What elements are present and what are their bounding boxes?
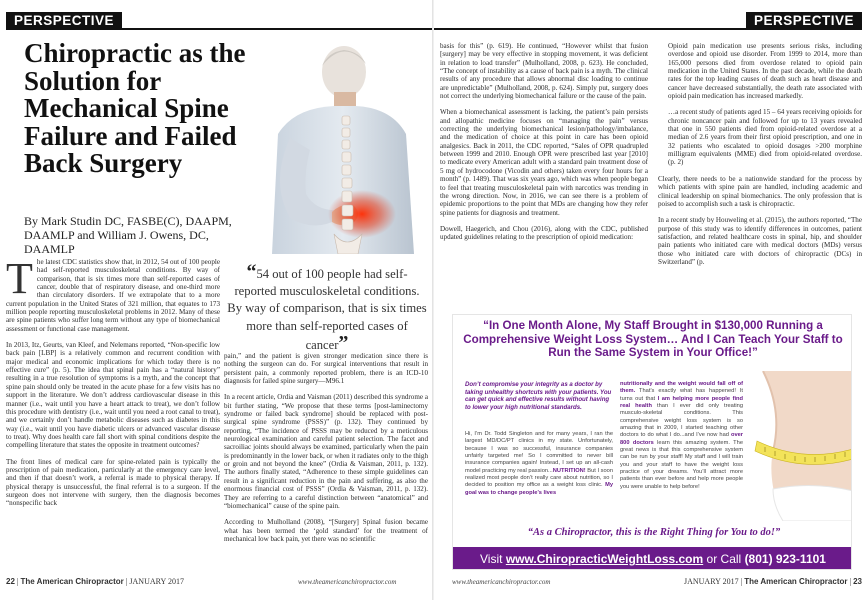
open-quote-icon: “ — [246, 261, 257, 283]
intro-paragraph: The latest CDC statistics show that, in 2012, 54 out of 100 people had self-reported musculoskeletal conditions. By way of comparison, that is six times more than self-reported cases of cancer, double that of respiratory disease, and one-third more than circulatory disorders. If we extrapolate that to a more current population in the United States of 321 million, that equates to 173 million people reporting musculoskeletal problems in 2012. Many of these are spine patients who suffer long term without any type of biomechanical assessment or functional case management. — [6, 258, 220, 333]
ad-headline: “In One Month Alone, My Staff Brought in $130,000 Running a Comprehensive Weight Loss System… And I Can Teach Your Staff to Run the Same System in Your Office!” — [463, 319, 843, 360]
paragraph: The front lines of medical care for spine-related pain is typically the prescription of pain medication, particularly at the emergency care level, and then if that doesn’t work, a referral is made to physical therapy. If physical therapy is unsuccessful, the final referral is to a surgeon. If the surgeon does not intervene with surgery, then the diagnosis becomes “nonspecific back — [6, 457, 220, 508]
weight-loss-advertisement[interactable] — [452, 314, 852, 570]
paragraph: Dowell, Haegerich, and Chou (2016), along with the CDC, published updated guidelines relating to the prescription of opioid medication: — [440, 224, 648, 242]
left-column-1 — [6, 258, 220, 570]
section-rule — [434, 28, 862, 30]
issue-date: JANUARY 2017 — [129, 577, 185, 586]
paragraph: According to Mulholland (2008), “[Surgery] Spinal fusion became what has been termed the ‘gold standard’ for the treatment of mechanical low back pain, yet there was no scientific — [224, 518, 428, 543]
block-quote: …a recent study of patients aged 15 – 64 years receiving opioids for chronic noncancer pain and followed for up to 13 years revealed that one in 550 patients died from opioid-related overdose at a median of 2.6 years from their first opioid prescription, and one in 32 patients who escalated to opioid dosages >200 morphine milligram equivalents (MME) died from opioid-related overdose. (p. 2) — [668, 108, 862, 167]
right-column-1 — [440, 42, 648, 300]
footer-url: www.theamericanchiropractor.com — [298, 578, 397, 586]
right-column-2 — [658, 42, 862, 304]
section-rule — [6, 28, 432, 30]
page-number: 22 — [6, 577, 15, 586]
byline: By Mark Studin DC, FASBE(C), DAAPM, DAAMLP and William J. Owens, DC, DAAMLP — [24, 214, 232, 257]
article-headline: Chiropractic as the Solution for Mechanical Spine Failure and Failed Back Surgery — [24, 38, 246, 178]
paragraph: pain,” and the patient is given stronger medication since there is nothing the surgeon can do. For surgical interventions that result in persistent pain, a commonly reported problem, there is an ICD-10 diagnosis for failed spine surgery—M96.1 — [224, 352, 428, 386]
section-label: PERSPECTIVE — [6, 12, 122, 29]
paragraph: When a biomechanical assessment is lacking, the patient’s pain persists and allopathic medicine focuses on “managing the pain” versus correcting the underlying biomechanical lesion/pathology/imbalance, and the medication of choice at this point in care has been opioid analgesics. Back in 2011, the CDC reported, “Sales of OPR quadrupled between 1999 and 2010. Enough OPR were prescribed last year [2010] to medicate every American adult with a standard pain treatment dose of 5 mg of hydrocodone (Vicodin and others) taken every four hours for a month” (p. 1489). That was six years ago, which was when people began to feel that treating musculoskeletal pain with narcotics was trending in the wrong direction. Now, in 2016, we can see there is a problem of epidemic proportions to the point that MDs are changing how they refer spine patients for diagnosis and treatment. — [440, 108, 648, 217]
magazine-name: The American Chiropractor — [20, 577, 124, 586]
block-quote: Opioid pain medication use presents serious risks, including overdose and opioid use disorder. From 1999 to 2014, more than 165,000 persons died from overdose related to opioid pain medication in the United States. In the past decade, while the death rates for the top leading causes of death such as heart disease and cancer have decreased substantially, the death rate associated with opioid pain medication has increased markedly. — [668, 42, 862, 101]
paragraph: Clearly, there needs to be a nationwide standard for the process by which patients with spine pain are handled, including academic and clinical leadership on spinal biomechanics. The only profession that is poised to accomplish such a task is chiropractic. — [658, 174, 862, 208]
paragraph: In 2013, Itz, Geurts, van Kleef, and Nelemans reported, “Non-specific low back pain [LBP] is a relatively common and recurrent condition with major medical and economic implications for which today there is no effective cure” (p. 5). The idea that spinal pain has a “natural history” resulting in a true resolution of symptoms is a myth, and the concept that spine pain should only be treated in the acute phase for a few visits has no support in the literature. We don’t address cardiovascular disease in this manner (i.e., wait until you have a heart attack to treat), we don’t follow this procedure with dentistry (i.e., wait until you need a root canal to treat), and we certainly don’t handle metabolic diseases such as diabetes in this way (i.e., wait until you have diabetic ulcers or advanced vascular disease to treat). Why does health care fall short with spinal conditions despite the compelling literature that states the opposite in treatment outcomes? — [6, 341, 220, 450]
paragraph: In a recent study by Houweling et al. (2015), the authors reported, “The purpose of this study was to identify differences in outcomes, patient satisfaction, and related healthcare costs in spinal, hip, and shoulder pain patients who initiated care with medical doctors (MDs) versus those who initiated care with doctors of chiropractic (DCs) in Switzerland” (p. — [658, 216, 862, 266]
ad-body-text: Hi, I’m Dr. Todd Singleton and for many years, I ran the largest MD/DC/PT clinics in my state. Unfortunately, because I was so successful, insurance companies unfairly targeted me! So I committed to never bill insurance companies again! Instead, I set up an all-cash model practicing my real passion...NUTRITION! But I soon realized most people don’t really care about nutrition, so I decided to position my office as a weight loss clinic. My goal was to change people’s lives — [465, 431, 613, 496]
ad-tagline: “As a Chiropractor, this is the Right Thing for You to do!” — [527, 527, 781, 538]
page-footer: JANUARY 2017 | The American Chiropractor | 23 — [683, 577, 862, 586]
ad-contact-bar[interactable]: Visit www.ChiropracticWeightLoss.com or Call (801) 923-1101 — [453, 547, 852, 570]
paragraph: basis for this” (p. 619). He continued, “However whilst that fusion [surgery] may be very effective in stopping movement, it was deficient in relation to load transfer” (Mulholland, 2008, p. 623). He concluded, “The concept of instability as a cause of back pain is a myth. The clinical results of any procedure that allows abnormal disc loading to continue are unpredictable” (Mulholland, 2008, p. 624). Simply put, surgery does not correct the underlying biomechanical failure or the cause of the pain. — [440, 42, 648, 101]
ad-phone-number[interactable]: (801) 923-1101 — [744, 552, 826, 566]
page-number: 23 — [853, 577, 862, 586]
back-pain-photo — [250, 42, 426, 254]
close-quote-icon: ” — [338, 331, 349, 354]
ad-lead-text: Don’t compromise your integrity as a doctor by taking unhealthy shortcuts with your patients. You can get quick and effective results without having to lower your high nutritional standards. — [465, 381, 612, 411]
magazine-name: The American Chiropractor — [744, 577, 848, 586]
issue-date: JANUARY 2017 — [683, 577, 739, 586]
pull-quote: “54 out of 100 people had self-reported musculoskeletal conditions. By way of comparison, that is six times more than self-reported cases of cancer” — [227, 261, 427, 354]
page-footer: 22 | The American Chiropractor | JANUARY 2017 — [6, 577, 185, 586]
left-column-2 — [224, 352, 428, 572]
drop-cap: T — [6, 258, 33, 303]
footer-url: www.theamericanchiropractor.com — [452, 578, 551, 586]
paragraph: In a recent article, Ordia and Vaisman (2011) described this syndrome a bit further stating, “We propose that these terms [post-laminectomy syndrome or failed back syndrome] should be replaced with post-surgical spine syndrome (PSSS)” (p. 132). They continued by reporting, “The incidence of PSSS may be reduced by a meticulous neurological examination and careful patient selection. The facet and sacroiliac joints should always be examined, particularly when the pain is predominantly in the lower back, or when it radiates only to the thigh or groin and not beyond the knee” (Ordia & Vaisman, 2011, p. 132). The authors finally stated, “Adherence to these simple guidelines can result in a significant reduction in the pain and suffering, as also the enormous financial cost of PSSS” (Ordia & Vaisman, 2011, p. 132). They are referring to a careful distinction between “anatomical” and “biomechanical” cause of the spine pain. — [224, 393, 428, 510]
measuring-tape-waist-image — [743, 371, 852, 521]
ad-website-link[interactable]: www.ChiropracticWeightLoss.com — [505, 552, 704, 566]
ad-body-text: nutritionally and the weight would fall off of them. That’s exactly what has happened! It turns out that I am helping more people find real health than I ever did only treating musculo-skeletal conditions. This comprehensive weight loss system is so amazing that in 2009, I started teaching other doctors to do what I do...and I’ve now had over 800 doctors learn this amazing system. The great news is that this comprehensive system can be run by your staff! My staff and I will train you and your staff to have the weight loss practice of your dreams. You’ll attract more patients than ever before and help more people you were unable to help before! — [620, 381, 744, 490]
section-label: PERSPECTIVE — [746, 12, 862, 29]
